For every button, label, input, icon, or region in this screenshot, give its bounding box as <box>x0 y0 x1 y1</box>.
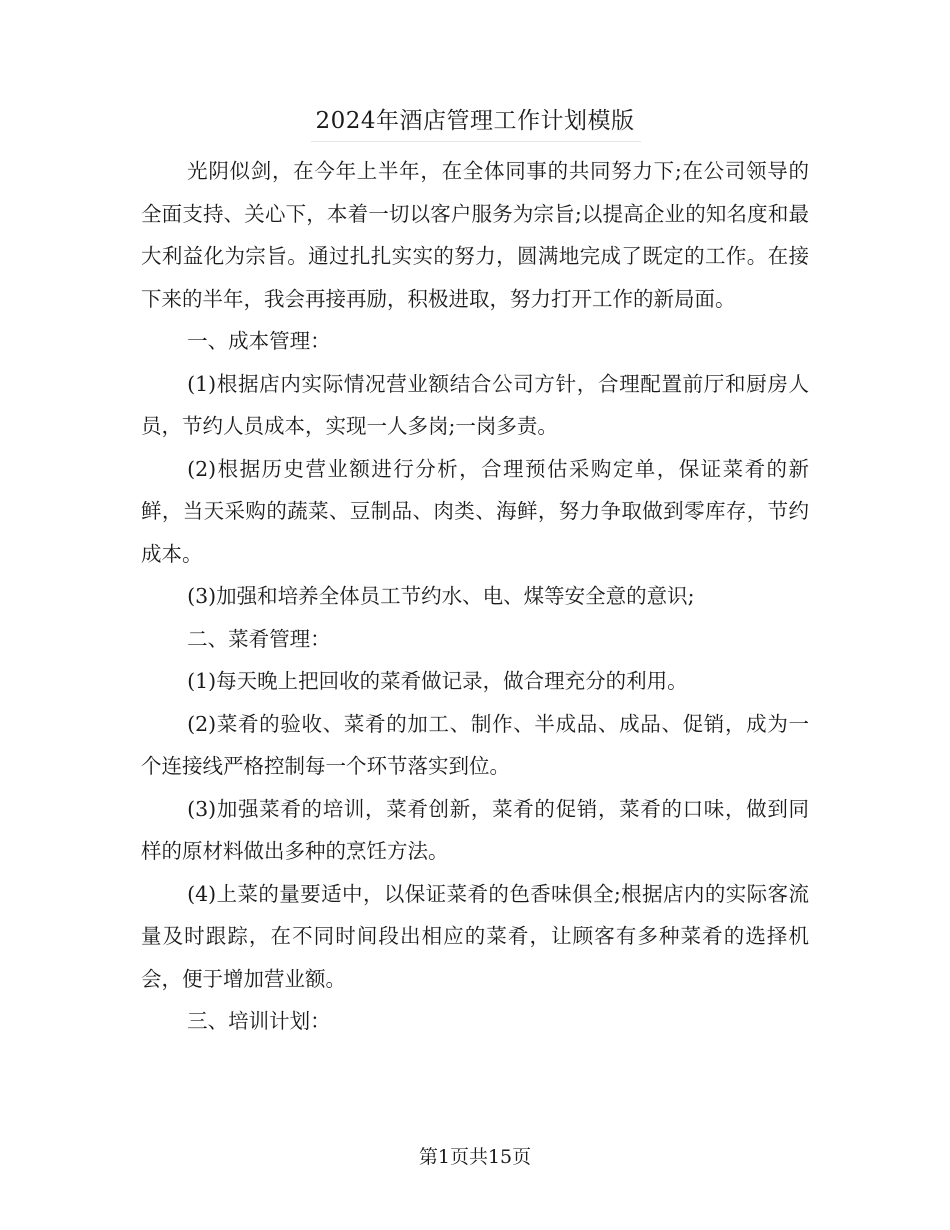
paragraph-cost-1: (1)根据店内实际情况营业额结合公司方针，合理配置前厅和厨房人员，节约人员成本，实现一人多岗;一岗多责。 <box>141 371 809 438</box>
heading-cost-management: 一、成本管理： <box>187 329 331 353</box>
paragraph-dish-2: (2)菜肴的验收、菜肴的加工、制作、半成品、成品、促销，成为一个连接线严格控制每一个环节落实到位。 <box>141 711 809 778</box>
page-footer: 第1页共15页 <box>418 1146 532 1168</box>
paragraph-intro: 光阴似剑，在今年上半年，在全体同事的共同努力下;在公司领导的全面支持、关心下，本着一切以客户服务为宗旨;以提高企业的知名度和最大利益化为宗旨。通过扎扎实实的努力，圆满地完成了既定的工作。在接下来的半年，我会再接再励，积极进取，努力打开工作的新局面。 <box>141 159 809 311</box>
document-title: 2024年酒店管理工作计划模版 <box>315 108 635 134</box>
paragraph-cost-3: (3)加强和培养全体员工节约水、电、煤等安全意的意识; <box>187 584 695 608</box>
paragraph-cost-2: (2)根据历史营业额进行分析，合理预估采购定单，保证菜肴的新鲜，当天采购的蔬菜、豆制品、肉类、海鲜，努力争取做到零库存，节约成本。 <box>141 456 809 566</box>
paragraph-dish-1: (1)每天晚上把回收的菜肴做记录，做合理充分的利用。 <box>187 669 688 693</box>
heading-training-plan: 三、培训计划： <box>187 1009 331 1033</box>
heading-dish-management: 二、菜肴管理： <box>187 626 331 651</box>
paragraph-dish-4: (4)上菜的量要适中，以保证菜肴的色香味俱全;根据店内的实际客流量及时跟踪，在不同时间段出相应的菜肴，让顾客有多种菜肴的选择机会，便于增加营业额。 <box>141 881 809 991</box>
document-body <box>141 150 809 1043</box>
title-underline <box>311 141 641 142</box>
paragraph-dish-3: (3)加强菜肴的培训，菜肴创新，菜肴的促销，菜肴的口味，做到同样的原材料做出多种的烹饪方法。 <box>141 796 809 863</box>
